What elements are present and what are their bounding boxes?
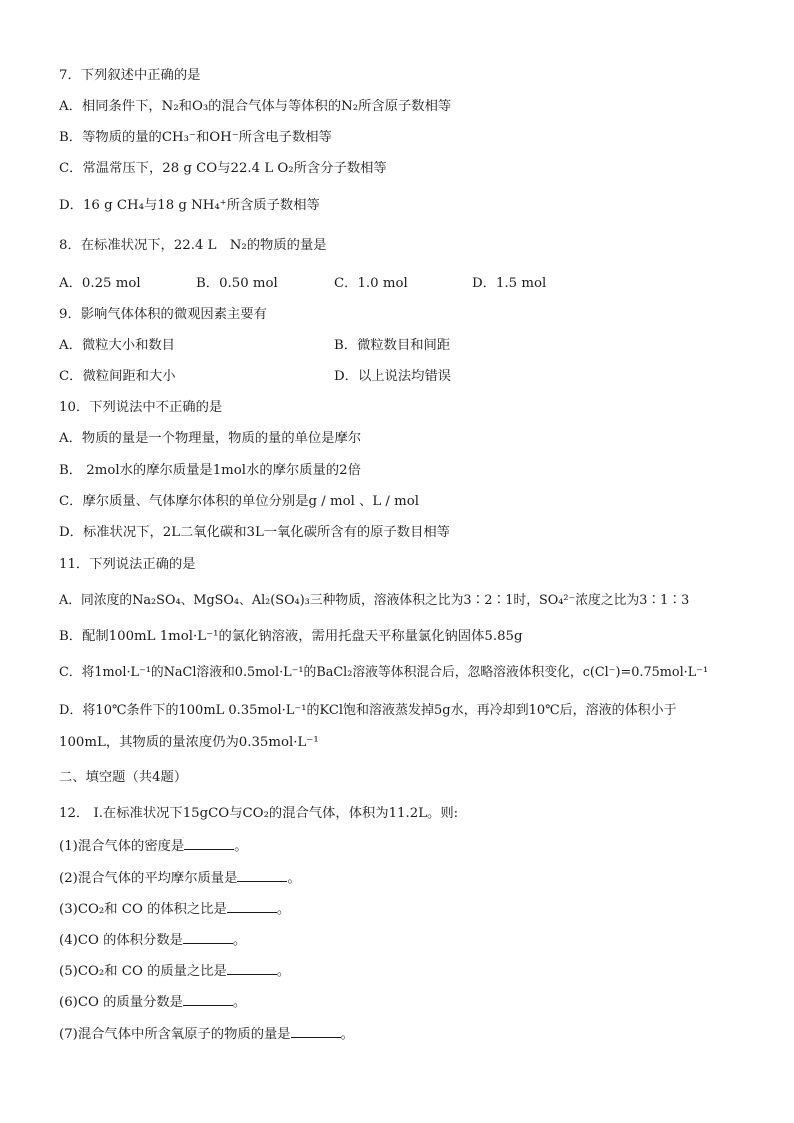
answer-blank[interactable]: [237, 868, 287, 882]
q8-stem: 8．在标准状况下，22.4 L N₂的物质的量是: [59, 238, 327, 253]
q10-option-d: D．标准状况下，2L二氧化碳和3L一氧化碳所含有的原子数目相等: [59, 525, 450, 540]
q9-option-d: D．以上说法均错误: [334, 369, 452, 384]
answer-blank[interactable]: [291, 1024, 341, 1038]
answer-blank[interactable]: [227, 899, 277, 913]
answer-blank[interactable]: [184, 836, 234, 850]
q8-option-a: A．0.25 mol: [59, 276, 141, 291]
q11-option-b: B．配制100mL 1mol·L⁻¹的氯化钠溶液，需用托盘天平称量氯化钠固体5.85g: [59, 629, 523, 644]
answer-blank[interactable]: [183, 930, 233, 944]
q12-sub-6: (6)CO 的质量分数是 。: [59, 992, 246, 1012]
q7-option-a: A．相同条件下，N₂和O₃的混合气体与等体积的N₂所含原子数相等: [59, 99, 452, 114]
q11-stem: 11．下列说法正确的是: [59, 557, 196, 572]
answer-blank[interactable]: [227, 961, 277, 975]
q10-stem: 10．下列说法中不正确的是: [59, 400, 223, 415]
q9-stem: 9．影响气体体积的微观因素主要有: [59, 307, 267, 322]
q12-stem: 12． Ⅰ.在标准状况下15gCO与CO₂的混合气体，体积为11.2L。则:: [59, 806, 459, 821]
section-heading: 二、填空题（共4题）: [59, 770, 188, 785]
q7-stem: 7．下列叙述中正确的是: [59, 68, 201, 83]
q12-sub-1: (1)混合气体的密度是 。: [59, 836, 248, 856]
q10-option-c: C．摩尔质量、气体摩尔体积的单位分别是g / mol 、L / mol: [59, 494, 419, 509]
q8-option-b: B．0.50 mol: [196, 276, 278, 291]
q7-option-c: C．常温常压下，28 g CO与22.4 L O₂所含分子数相等: [59, 161, 387, 176]
q8-option-d: D．1.5 mol: [472, 276, 547, 291]
answer-blank[interactable]: [183, 992, 233, 1006]
q7-option-b: B．等物质的量的CH₃⁻和OH⁻所含电子数相等: [59, 130, 332, 145]
q12-sub-7: (7)混合气体中所含氧原子的物质的量是 。: [59, 1024, 354, 1044]
q12-sub-4: (4)CO 的体积分数是 。: [59, 930, 246, 950]
q12-sub-2: (2)混合气体的平均摩尔质量是 。: [59, 868, 301, 888]
q9-option-a: A．微粒大小和数目: [59, 338, 175, 353]
q10-option-b: B． 2mol水的摩尔质量是1mol水的摩尔质量的2倍: [59, 463, 361, 478]
q9-option-c: C．微粒间距和大小: [59, 369, 176, 384]
q11-option-d-line2: 100mL，其物质的量浓度仍为0.35mol·L⁻¹: [59, 735, 319, 750]
q11-option-c: C．将1mol·L⁻¹的NaCl溶液和0.5mol·L⁻¹的BaCl₂溶液等体积混合后，忽略溶液体积变化，c(Cl⁻)=0.75mol·L⁻¹: [59, 665, 709, 680]
q9-option-b: B．微粒数目和间距: [334, 338, 451, 353]
q10-option-a: A．物质的量是一个物理量，物质的量的单位是摩尔: [59, 431, 362, 446]
q11-option-d-line1: D．将10℃条件下的100mL 0.35mol·L⁻¹的KCl饱和溶液蒸发掉5g水，再冷却到10℃后，溶液的体积小于: [59, 703, 677, 718]
q11-option-a: A．同浓度的Na₂SO₄、MgSO₄、Al₂(SO₄)₃三种物质，溶液体积之比为3∶2∶1时，SO₄²⁻浓度之比为3∶1∶3: [59, 593, 690, 608]
q12-sub-5: (5)CO₂和 CO 的质量之比是 。: [59, 961, 290, 981]
q12-sub-3: (3)CO₂和 CO 的体积之比是 。: [59, 899, 290, 919]
q7-option-d: D．16 g CH₄与18 g NH₄⁺所含质子数相等: [59, 198, 320, 213]
q8-option-c: C．1.0 mol: [334, 276, 408, 291]
